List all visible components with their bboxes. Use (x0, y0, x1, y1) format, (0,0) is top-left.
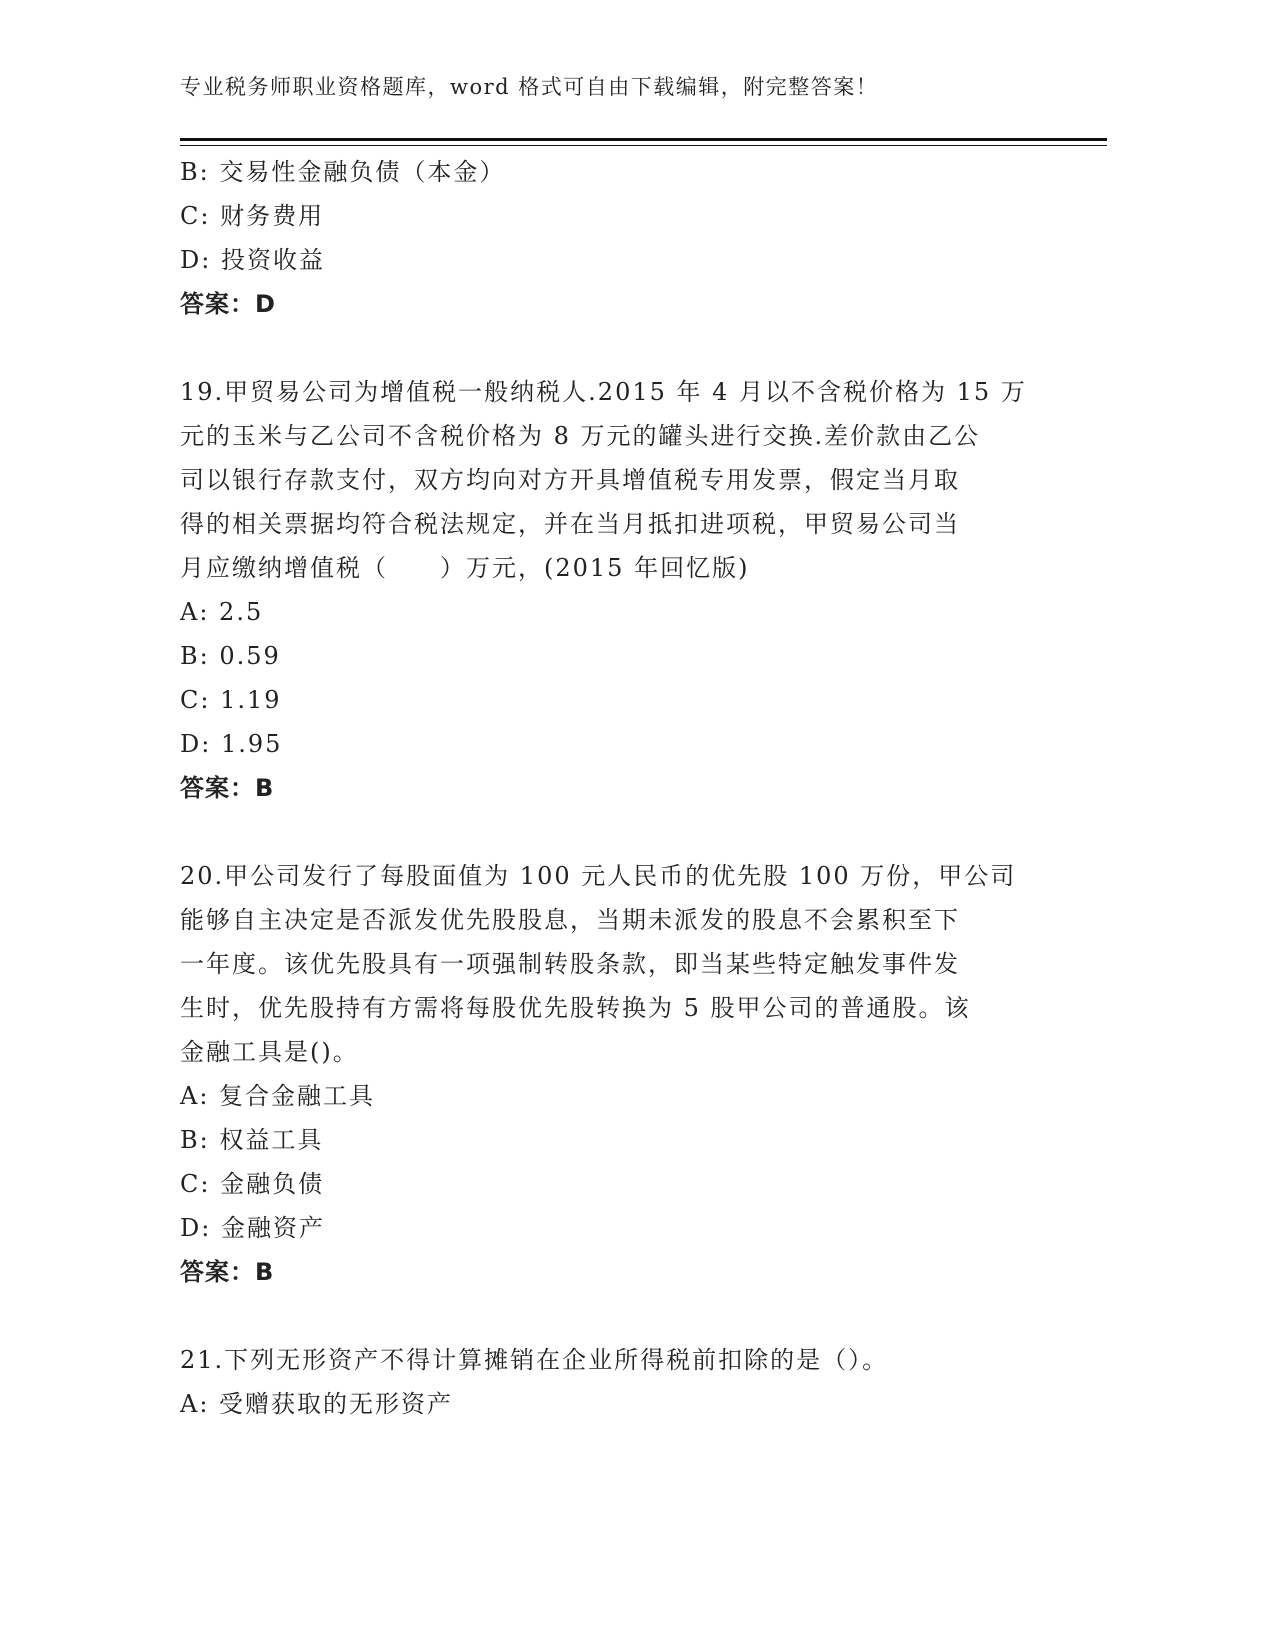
question-stem-line: 元的玉米与乙公司不含税价格为 8 万元的罐头进行交换.差价款由乙公 (180, 422, 981, 450)
spacer (180, 326, 1040, 370)
question-stem-line: 一年度。该优先股具有一项强制转股条款，即当某些特定触发事件发 (180, 950, 960, 978)
option-c: C: 1.19 (180, 686, 282, 714)
option-d: D: 1.95 (180, 730, 283, 758)
header-rule-thick (180, 138, 1107, 141)
question-18-fragment (180, 150, 1040, 326)
question-19 (180, 370, 1040, 810)
question-list (180, 150, 1040, 1426)
option-c: C: 金融负债 (180, 1170, 325, 1198)
answer: 答案：B (180, 774, 275, 802)
question-stem-line: 20.甲公司发行了每股面值为 100 元人民币的优先股 100 万份，甲公司 (180, 862, 1017, 890)
option-d: D: 金融资产 (180, 1214, 325, 1242)
question-stem-line: 生时，优先股持有方需将每股优先股转换为 5 股甲公司的普通股。该 (180, 994, 971, 1022)
option-a: A: 受赠获取的无形资产 (180, 1390, 454, 1418)
question-20 (180, 854, 1040, 1294)
option-b: B: 权益工具 (180, 1126, 324, 1154)
option-a: A: 2.5 (180, 598, 264, 626)
option-a: A: 复合金融工具 (180, 1082, 376, 1110)
question-stem-line: 月应缴纳增值税（ ）万元，(2015 年回忆版) (180, 554, 750, 582)
question-stem-line: 21.下列无形资产不得计算摊销在企业所得税前扣除的是（）。 (180, 1346, 889, 1374)
spacer (180, 810, 1040, 854)
question-21 (180, 1338, 1040, 1426)
option-d: D: 投资收益 (180, 246, 325, 274)
page-header: 专业税务师职业资格题库，word 格式可自由下载编辑，附完整答案！ (180, 75, 879, 99)
question-stem-line: 金融工具是()。 (180, 1038, 359, 1066)
header-rule-thin (180, 145, 1107, 146)
answer: 答案：B (180, 1258, 275, 1286)
question-stem-line: 司以银行存款支付，双方均向对方开具增值税专用发票，假定当月取 (180, 466, 960, 494)
question-stem-line: 19.甲贸易公司为增值税一般纳税人.2015 年 4 月以不含税价格为 15 万 (180, 378, 1027, 406)
option-c: C: 财务费用 (180, 202, 325, 230)
question-stem-line: 得的相关票据均符合税法规定，并在当月抵扣进项税，甲贸易公司当 (180, 510, 960, 538)
answer: 答案：D (180, 290, 276, 318)
option-b: B: 0.59 (180, 642, 281, 670)
question-stem-line: 能够自主决定是否派发优先股股息，当期未派发的股息不会累积至下 (180, 906, 960, 934)
option-b: B: 交易性金融负债（本金） (180, 158, 506, 186)
spacer (180, 1294, 1040, 1338)
